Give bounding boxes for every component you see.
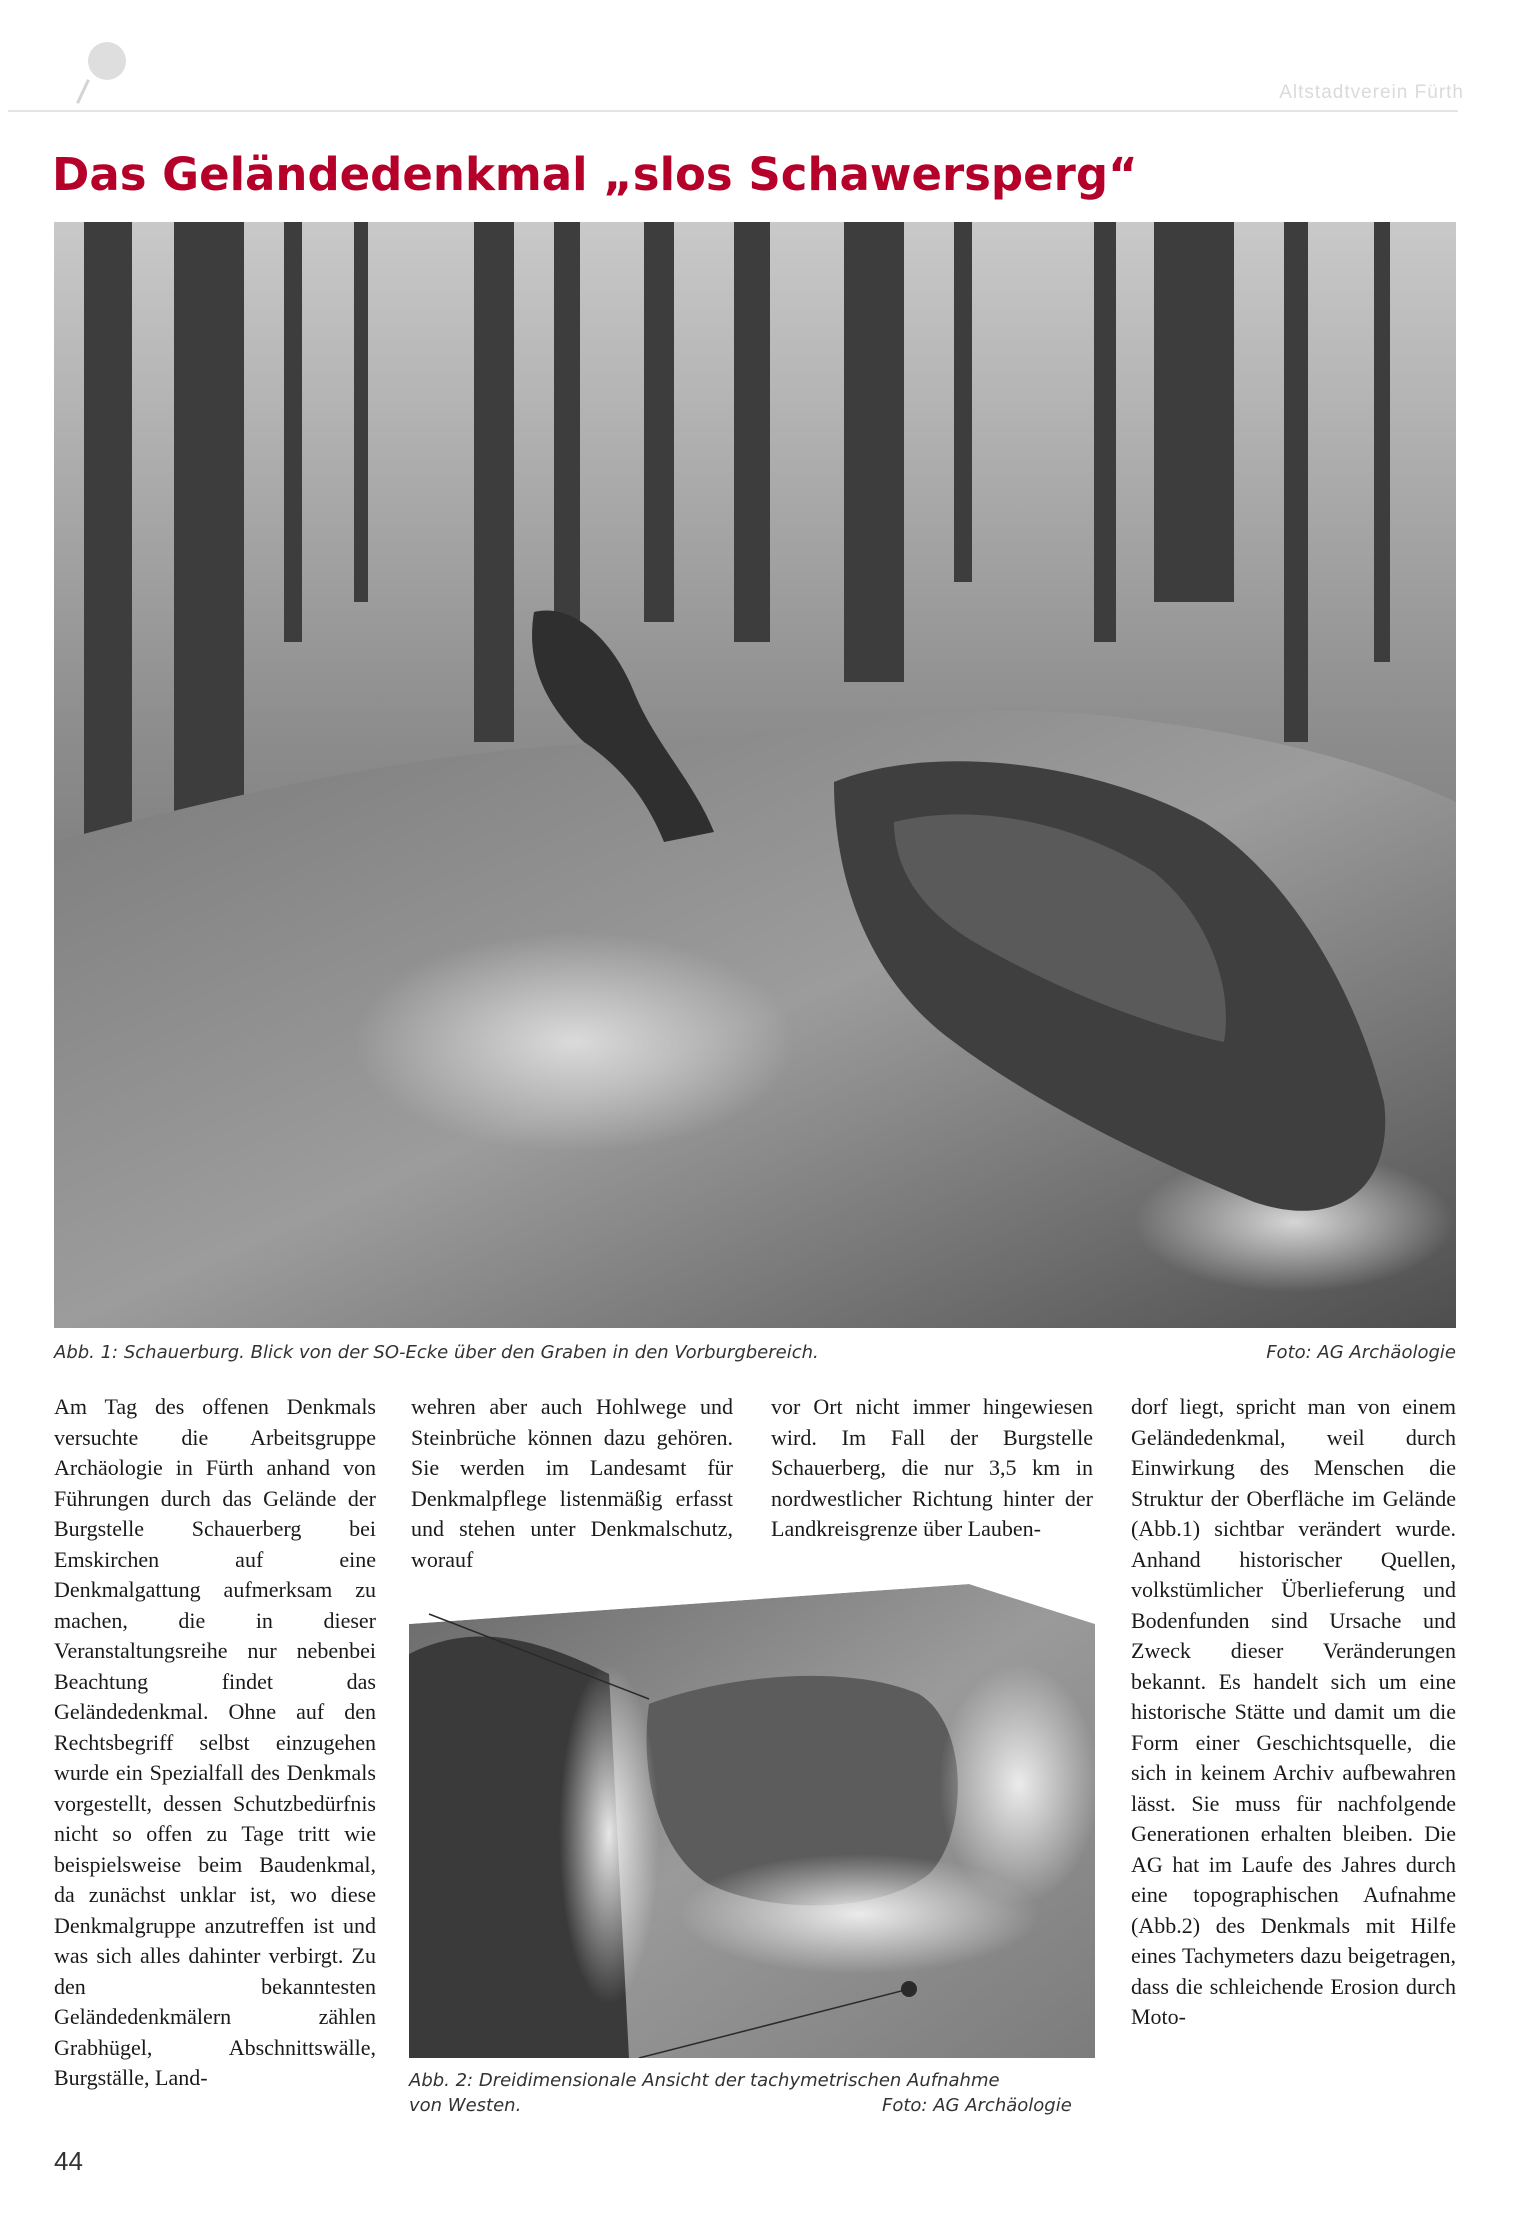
body-column-3: vor Ort nicht immer hingewiesen wird. Im Fall der Burgstelle Schauerberg, die nur 3,5 km in nordwestlicher Richtung hinter der Landkreisgrenze über Lauben-: [771, 1394, 1093, 1541]
figure-1-caption: Abb. 1: Schauerburg. Blick von der SO-Ecke über den Graben in den Vorburgbereich.: [54, 1342, 819, 1363]
logo-stem-icon: [76, 79, 90, 104]
figure-2-image: [409, 1584, 1095, 2058]
page-number: 44: [54, 2146, 83, 2176]
figure-2-caption-line-1: Abb. 2: Dreidimensionale Ansicht der tachymetrischen Aufnahme: [409, 2070, 1000, 2091]
header-brand: Altstadtverein Fürth: [1279, 82, 1464, 103]
figure-2-caption-line-2: von Westen.: [409, 2095, 522, 2116]
body-column-1: Am Tag des offenen Denkmals versuchte die Arbeitsgruppe Archäologie in Fürth anhand von Führungen durch das Gelände der Burgstelle Schauerberg bei Emskirchen auf eine Denkmalgattung aufmerksam zu machen, die in dieser Veranstaltungsreihe nur nebenbei Beachtung findet das Geländedenkmal. Ohne auf den Rechtsbegriff selbst einzugehen wurde ein Spezialfall des Denkmals vorgestellt, dessen Schutzbedürfnis nicht so offen zu Tage tritt wie beispielsweise beim Baudenkmal, da zunächst unklar ist, wo diese Denkmalgruppe anzutreffen ist und was sich alles dahinter verbirgt. Zu den bekanntesten Geländedenkmälern zählen Grabhügel, Abschnittswälle, Burgställe, Land-: [54, 1394, 376, 2090]
article-title: Das Geländedenkmal „slos Schawersperg“: [52, 148, 1138, 201]
publisher-logo: [60, 40, 150, 120]
body-column-4: dorf liegt, spricht man von einem Geländedenkmal, weil durch Einwirkung des Menschen die Struktur der Oberfläche im Gelände (Abb.1) sichtbar verändert wurde. Anhand historischer Quellen, volkstümlicher Überlieferung und Bodenfunden sind Ursache und Zweck dieser Veränderungen bekannt. Es handelt sich um eine historische Stätte und damit um die Form einer Geschichtsquelle, die sich in keinem Archiv aufbewahren lässt. Sie muss für nachfolgende Generationen erhalten bleiben. Die AG hat im Laufe des Jahres durch eine topographischen Aufnahme (Abb.2) des Denkmals mit Hilfe eines Tachymeters dazu beigetragen, dass die schleichende Erosion durch Moto-: [1131, 1394, 1456, 2029]
body-column-2: wehren aber auch Hohlwege und Steinbrüche können dazu gehören. Sie werden im Landesamt für Denkmalpflege listenmäßig erfasst und stehen unter Denkmalschutz, worauf: [411, 1394, 733, 1572]
figure-1-credit: Foto: AG Archäologie: [1266, 1342, 1456, 1363]
figure-1-photo: [54, 222, 1456, 1328]
figure-2-credit: Foto: AG Archäologie: [882, 2095, 1072, 2116]
header-rule: [8, 110, 1458, 112]
logo-dot-icon: [88, 42, 126, 80]
